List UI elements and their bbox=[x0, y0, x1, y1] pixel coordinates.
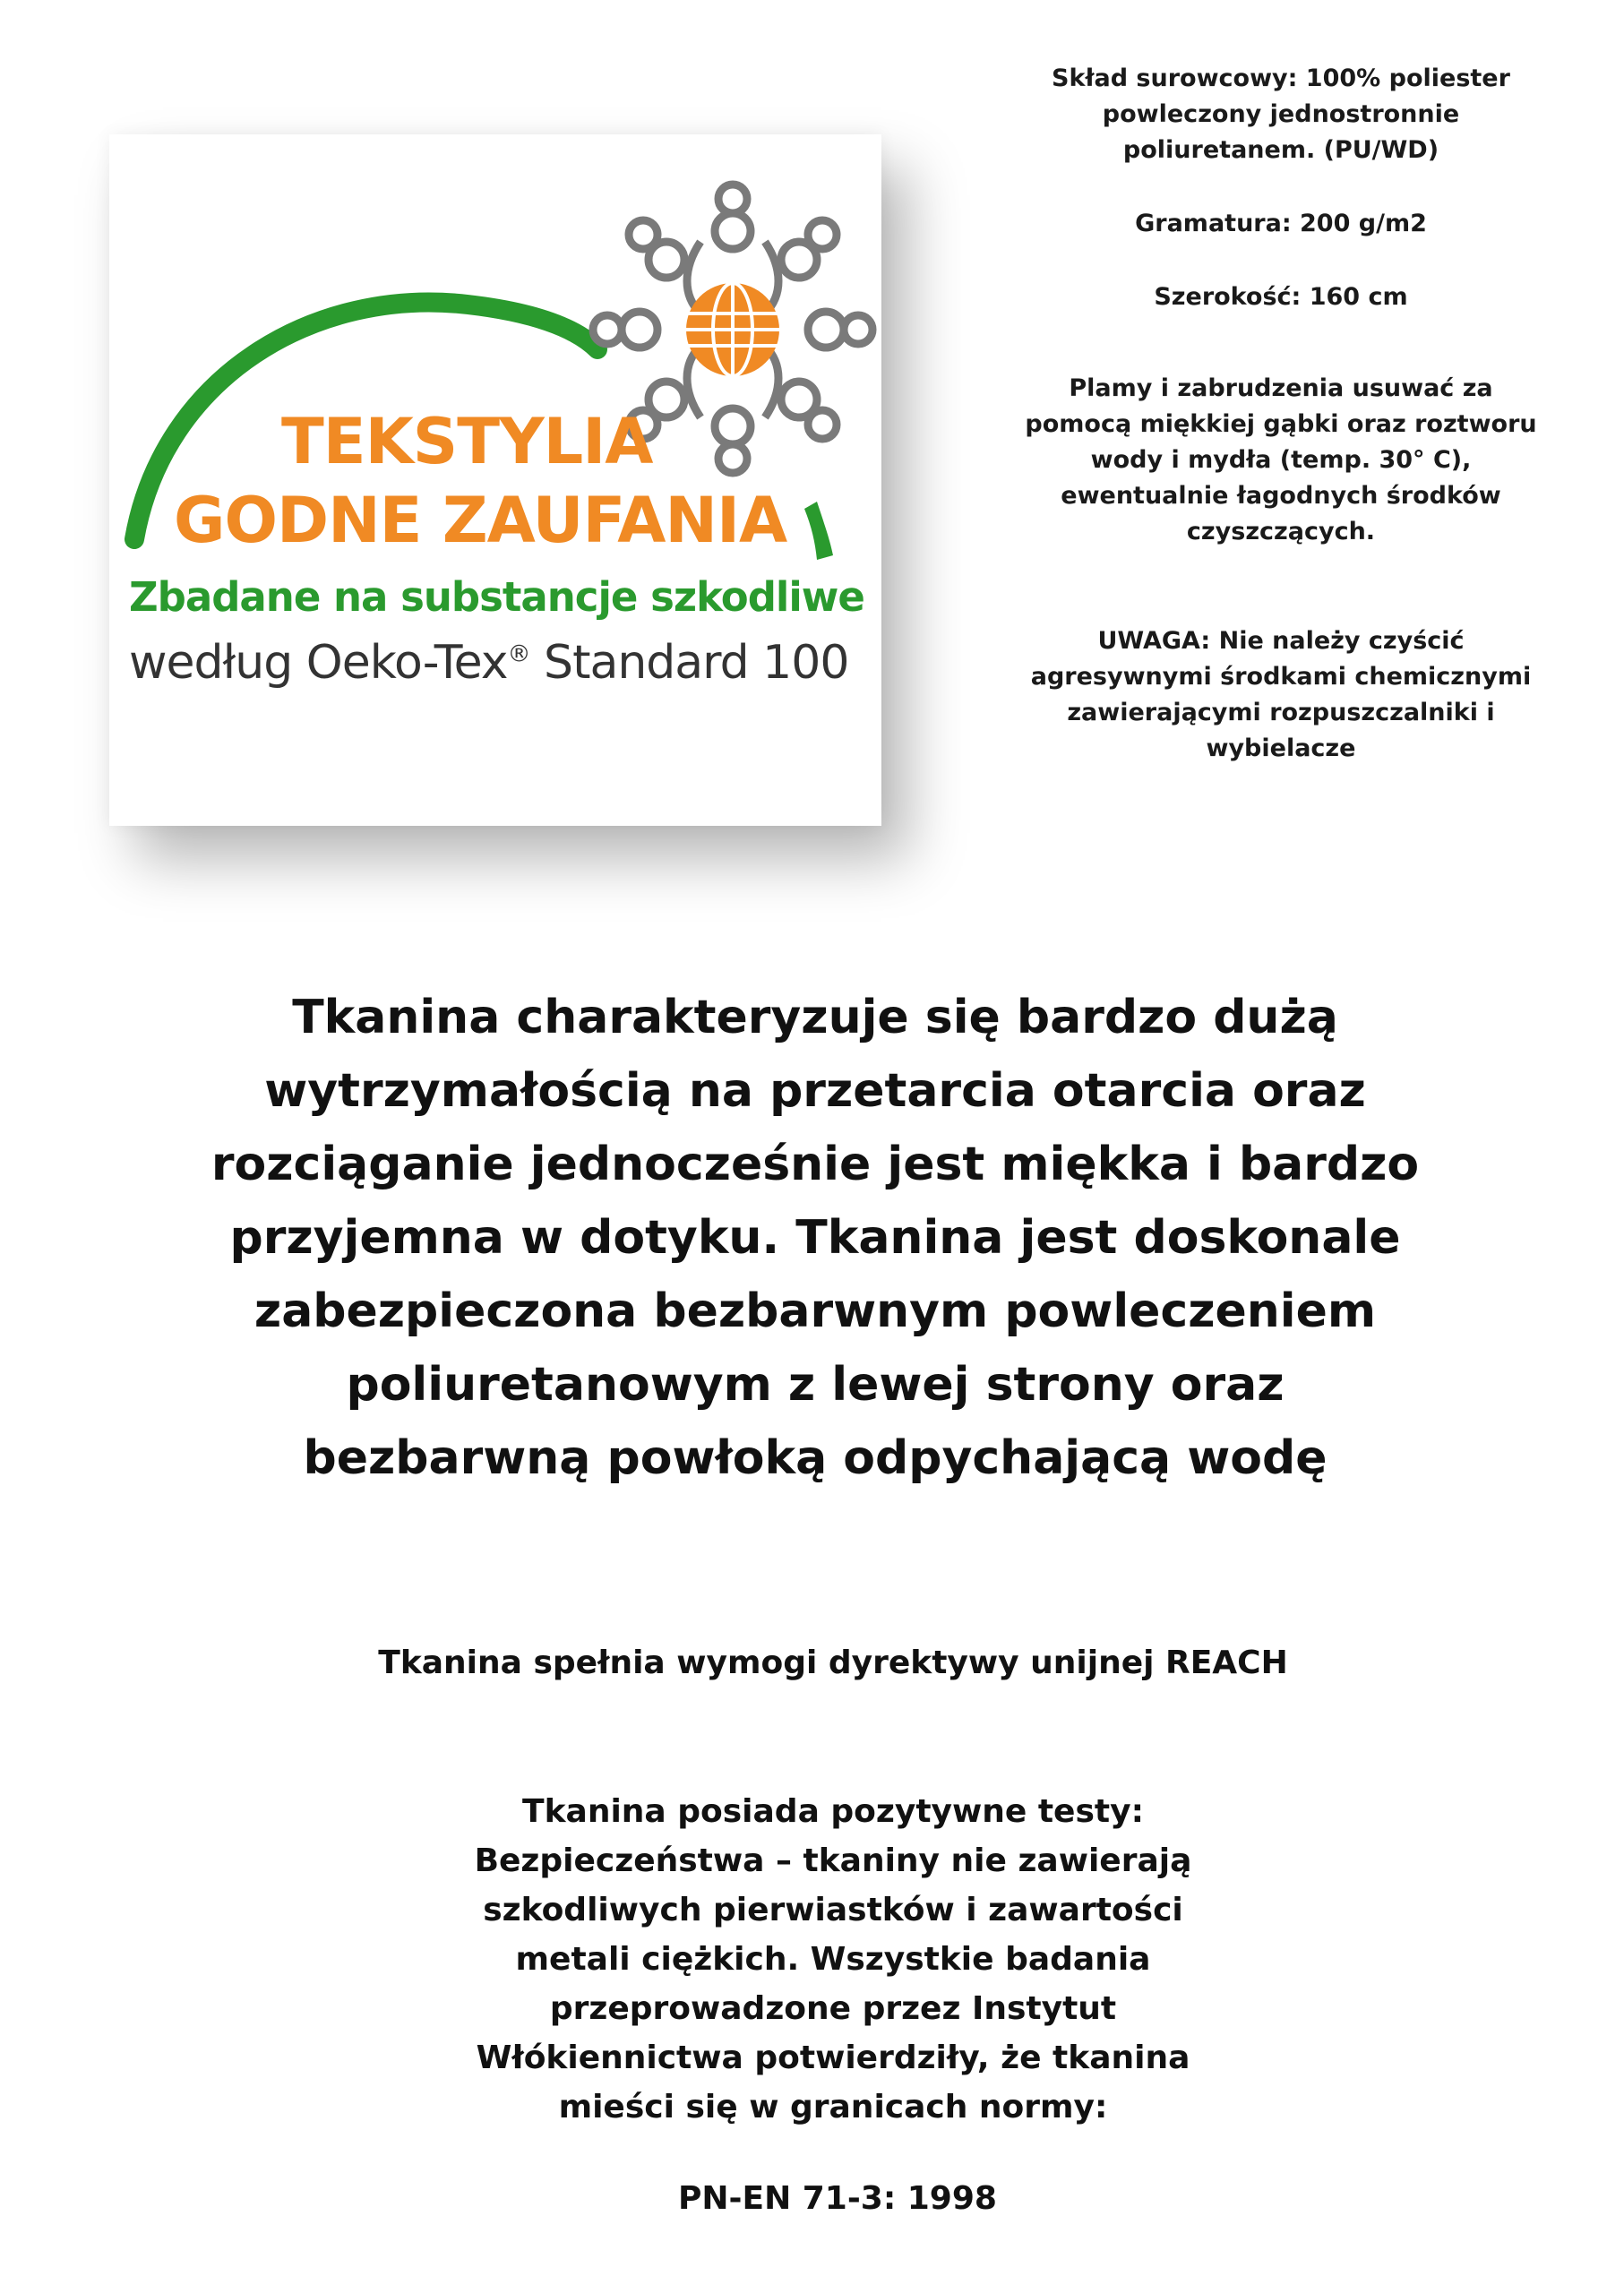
cleaning-instructions: Plamy i zabrudzenia usuwać za pomocą miękkiej gąbki oraz roztworu wody i mydła (temp. 30° C), ewentualnie łagodnych środków czyszczących. bbox=[1025, 374, 1537, 545]
logo-title-line2: GODNE ZAUFANIA bbox=[174, 484, 787, 557]
width-text: Szerokość: 160 cm bbox=[1154, 283, 1408, 311]
reach-compliance: Tkanina spełnia wymogi dyrektywy unijnej REACH bbox=[378, 1645, 1288, 1681]
oeko-tex-logo-card bbox=[109, 134, 881, 826]
fabric-description: Tkanina charakteryzuje się bardzo dużą wytrzymałością na przetarcia otarcia oraz rozciąganie jednocześnie jest miękka i bardzo przyjemna w dotyku. Tkanina jest doskonale zabezpieczona bezbarwnym powleczeniem poliuretanowym z lewej strony oraz bezbarwną powłoką odpychającą wodę bbox=[211, 991, 1420, 1485]
warning-text: UWAGA: Nie należy czyścić agresywnymi środkami chemicznymi zawierającymi rozpuszczalniki i wybielacze bbox=[1030, 627, 1532, 762]
weight-text: Gramatura: 200 g/m2 bbox=[1135, 210, 1427, 237]
safety-tests: Tkanina posiada pozytywne testy: Bezpieczeństwa – tkaniny nie zawierają szkodliwych pierwiastków i zawartości metali ciężkich. Wszystkie badania przeprowadzone przez Instytut Włókiennictwa potwierdziły, że tkanina mieści się w granicach normy: bbox=[474, 1793, 1192, 2126]
logo-standard-number: Standard 100 bbox=[529, 636, 849, 690]
logo-standard bbox=[129, 636, 848, 690]
norm-standard: PN-EN 71-3: 1998 bbox=[678, 2180, 997, 2217]
logo-subtitle: Zbadane na substancje szkodliwe bbox=[129, 573, 864, 621]
registered-mark: ® bbox=[507, 640, 530, 668]
logo-arc-end bbox=[804, 502, 833, 560]
logo-globe bbox=[686, 283, 779, 376]
fabric-specifications bbox=[1012, 61, 1550, 767]
logo-title-line1: TEKSTYLIA bbox=[281, 405, 653, 478]
logo-standard-text: według Oeko-Tex bbox=[129, 636, 508, 690]
composition-text: Skład surowcowy: 100% poliester powleczony jednostronnie poliuretanem. (PU/WD) bbox=[1052, 64, 1510, 164]
oeko-tex-emblem bbox=[109, 134, 881, 826]
